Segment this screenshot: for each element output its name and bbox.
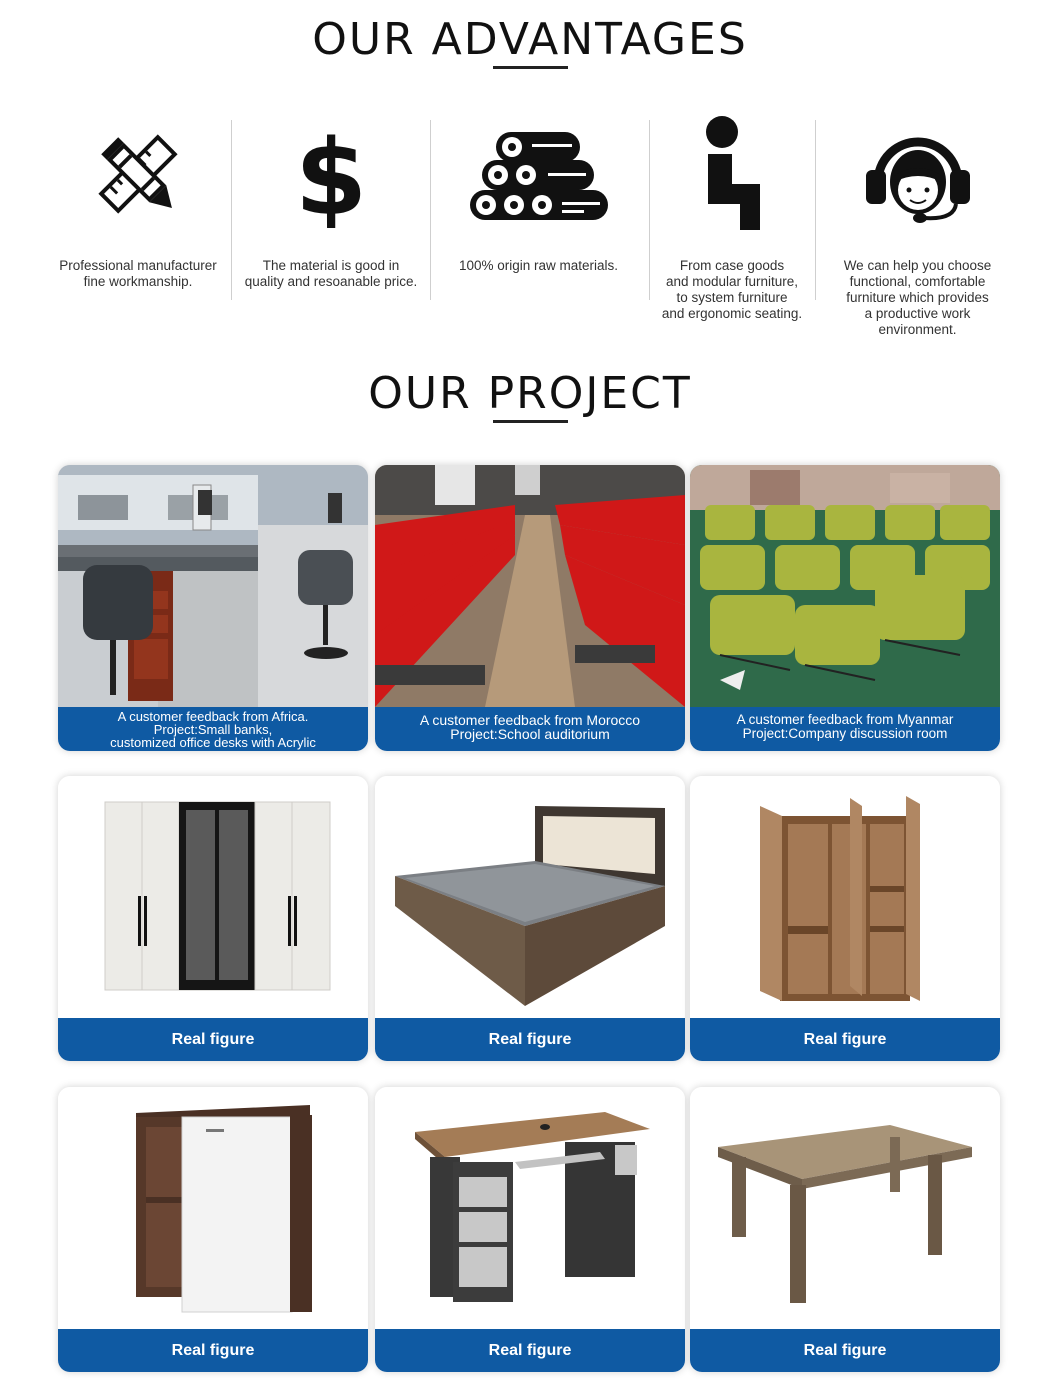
product-card[interactable]	[58, 776, 368, 1061]
advantages-title: OUR ADVANTAGES	[312, 14, 748, 65]
feedback-caption	[58, 707, 368, 751]
product-card[interactable]	[375, 1087, 685, 1372]
caption-line: A customer feedback from Morocco	[419, 712, 641, 728]
auditorium-seats-photo	[375, 465, 685, 707]
product-caption: Real figure	[690, 1329, 1000, 1372]
log-pile-icon	[468, 128, 610, 222]
caption-line: Project:Small banks,	[153, 722, 273, 737]
dining-table-photo	[690, 1087, 1000, 1329]
office-desks-photo	[58, 465, 368, 707]
svg-text:$: $	[296, 118, 366, 228]
product-caption: Real figure	[690, 1018, 1000, 1061]
feedback-card-myanmar[interactable]	[690, 465, 1000, 751]
white-wardrobe-photo	[58, 776, 368, 1018]
project-title: OUR PROJECT	[368, 368, 692, 419]
product-caption: Real figure	[58, 1018, 368, 1061]
seated-person-icon	[700, 114, 770, 232]
advantage-text: 100% origin raw materials.	[458, 258, 619, 273]
feedback-caption	[690, 707, 1000, 751]
advantage-text: From case goods and modular furniture, to system furniture and ergonomic seating.	[661, 258, 803, 321]
dollar-sign-icon	[296, 118, 366, 228]
advantage-text: We can help you choose functional, comfortable furniture which provides a productive work environment.	[843, 258, 992, 337]
advantages-divider	[231, 120, 232, 300]
advantages-divider	[815, 120, 816, 300]
side-cabinet-photo	[58, 1087, 368, 1329]
product-caption: Real figure	[58, 1329, 368, 1372]
product-card[interactable]	[375, 776, 685, 1061]
feedback-card-africa[interactable]	[58, 465, 368, 751]
product-caption: Real figure	[375, 1329, 685, 1372]
headset-support-icon	[864, 120, 972, 228]
product-card[interactable]	[690, 1087, 1000, 1372]
caption-line: A customer feedback from Africa.	[117, 709, 309, 724]
product-card[interactable]	[690, 776, 1000, 1061]
advantage-text: Professional manufacturer fine workmanship.	[59, 258, 217, 289]
caption-line: Project:Company discussion room	[742, 726, 948, 741]
wooden-bed-photo	[375, 776, 685, 1018]
open-wardrobe-photo	[690, 776, 1000, 1018]
feedback-caption	[375, 707, 685, 751]
caption-line: customized office desks with Acrylic	[110, 735, 316, 750]
advantages-divider	[430, 120, 431, 300]
caption-line: Project:School auditorium	[450, 726, 610, 742]
feedback-card-morocco[interactable]	[375, 465, 685, 751]
product-caption: Real figure	[375, 1018, 685, 1061]
caption-line: A customer feedback from Myanmar	[736, 712, 954, 727]
advantage-text: The material is good in quality and resoanable price.	[244, 258, 418, 289]
advantages-divider	[649, 120, 650, 300]
advantages-title-rule	[493, 66, 568, 69]
project-title-rule	[493, 420, 568, 423]
product-card[interactable]	[58, 1087, 368, 1372]
green-armchairs-photo	[690, 465, 1000, 707]
pencil-ruler-icon	[88, 126, 188, 222]
office-desk-photo	[375, 1087, 685, 1329]
